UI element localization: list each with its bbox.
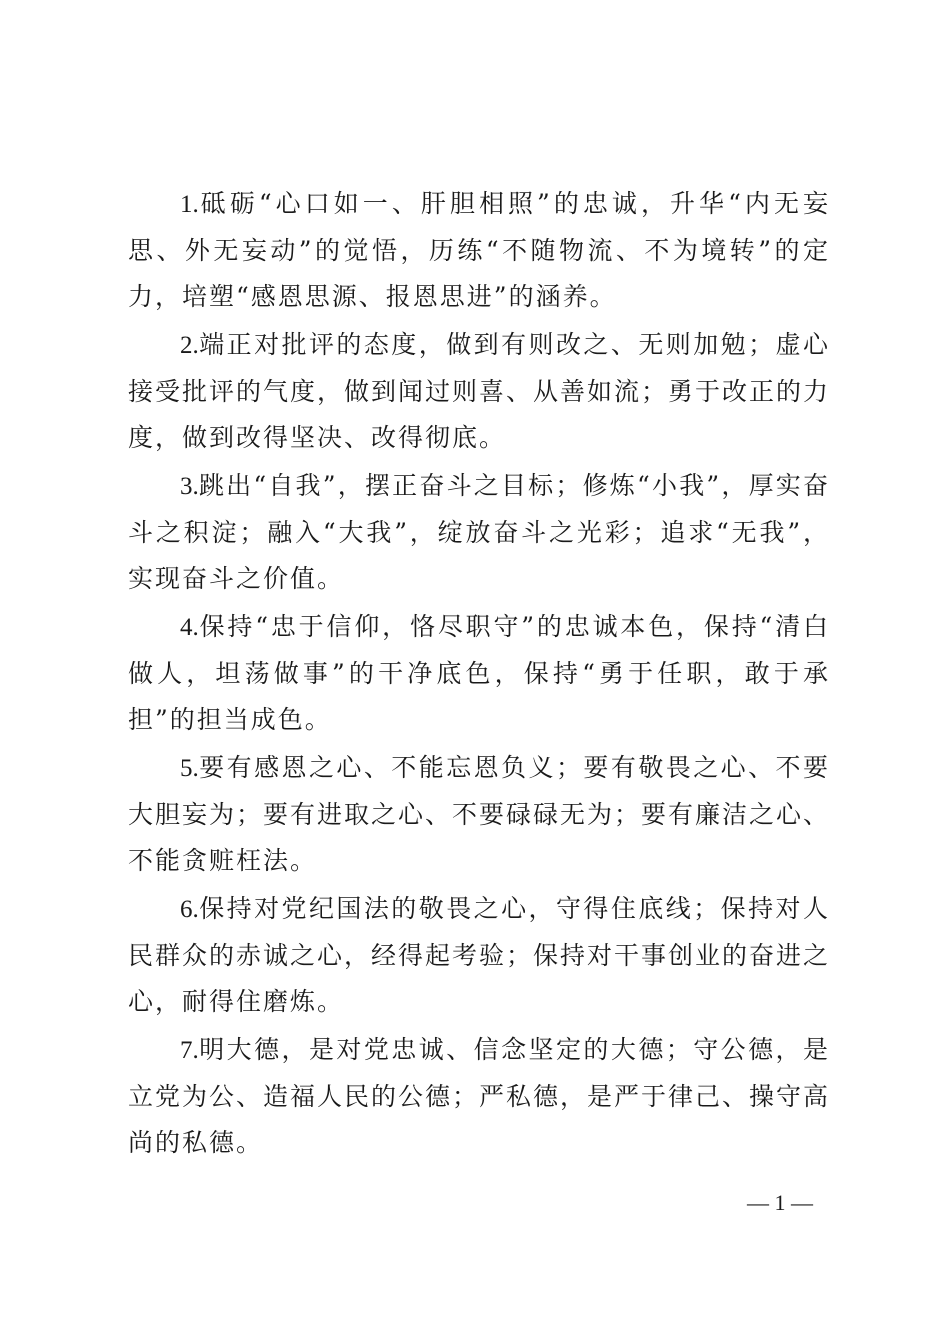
paragraph-3	[128, 463, 830, 602]
paragraph-1	[128, 181, 830, 320]
paragraph-text: 端正对批评的态度，做到有则改之、无则加勉；虚心接受批评的气度，做到闻过则喜、从善如流；勇于改正的力度，做到改得坚决、改得彻底。	[128, 330, 831, 452]
paragraph-number: 1.	[180, 191, 199, 218]
paragraph-number: 4.	[180, 614, 199, 641]
paragraph-number: 7.	[180, 1037, 199, 1064]
page-number: — 1 —	[747, 1190, 813, 1215]
paragraph-text: 跳出“自我”，摆正奋斗之目标；修炼“小我”，厚实奋斗之积淀；融入“大我”，绽放奋斗之光彩；追求“无我”，实现奋斗之价值。	[128, 471, 830, 593]
paragraph-number: 2.	[180, 332, 199, 359]
paragraph-text: 保持“忠于信仰，恪尽职守”的忠诚本色，保持“清白做人，坦荡做事”的干净底色，保持“勇于任职，敢于承担”的担当成色。	[128, 612, 830, 734]
paragraph-number: 6.	[180, 896, 199, 923]
paragraph-7	[128, 1027, 830, 1166]
paragraph-text: 明大德，是对党忠诚、信念坚定的大德；守公德，是立党为公、造福人民的公德；严私德，是严于律己、操守高尚的私德。	[128, 1035, 831, 1157]
paragraph-text: 砥砺“心口如一、肝胆相照”的忠诚，升华“内无妄思、外无妄动”的觉悟，历练“不随物流、不为境转”的定力，培塑“感恩思源、报恩思进”的涵养。	[128, 189, 830, 311]
paragraph-number: 5.	[180, 755, 199, 782]
paragraph-4	[128, 604, 830, 743]
paragraph-text: 保持对党纪国法的敬畏之心，守得住底线；保持对人民群众的赤诚之心，经得起考验；保持对干事创业的奋进之心，耐得住磨炼。	[128, 894, 831, 1016]
paragraph-6	[128, 886, 830, 1025]
paragraph-number: 3.	[180, 473, 199, 500]
document-body	[128, 181, 830, 1168]
paragraph-text: 要有感恩之心、不能忘恩负义；要有敬畏之心、不要大胆妄为；要有进取之心、不要碌碌无为；要有廉洁之心、不能贪赃枉法。	[128, 753, 831, 875]
paragraph-2	[128, 322, 830, 461]
paragraph-5	[128, 745, 830, 884]
